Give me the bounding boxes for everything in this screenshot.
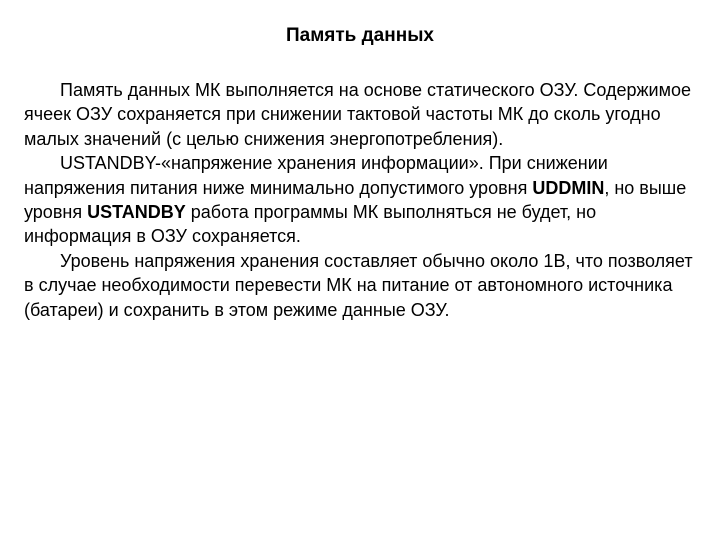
paragraph-ustandby bbox=[24, 151, 700, 249]
ustandby-middle-text: , но выше уровня bbox=[24, 177, 687, 223]
ustandby-term: USTANDBY bbox=[87, 202, 186, 223]
slide-body bbox=[24, 78, 700, 322]
uddmin-term: UDDMIN bbox=[532, 177, 605, 198]
slide-title: Память данных bbox=[285, 25, 434, 46]
paragraph-ram-basis-text: Память данных МК выполняется на основе статического ОЗУ. Содержимое ячеек ОЗУ сохраняется при снижении тактовой частоты МК до сколь угодно малых значений (с целью снижения энергопотребления). bbox=[24, 80, 692, 149]
ustandby-definition-text: USTANDBY-«напряжение хранения информации». При снижении напряжения питания ниже минимально допустимого уровня bbox=[24, 153, 608, 198]
ustandby-ending-text: работа программы МК выполняться не будет, но информация в ОЗУ сохраняется. bbox=[24, 202, 597, 247]
paragraph-voltage-level bbox=[24, 249, 700, 322]
paragraph-voltage-level-text: Уровень напряжения хранения составляет обычно около 1В, что позволяет в случае необходимости перевести МК на питание от автономного источника (батареи) и сохранить в этом режиме данные ОЗУ. bbox=[24, 250, 693, 320]
paragraph-ram-basis bbox=[24, 78, 700, 151]
